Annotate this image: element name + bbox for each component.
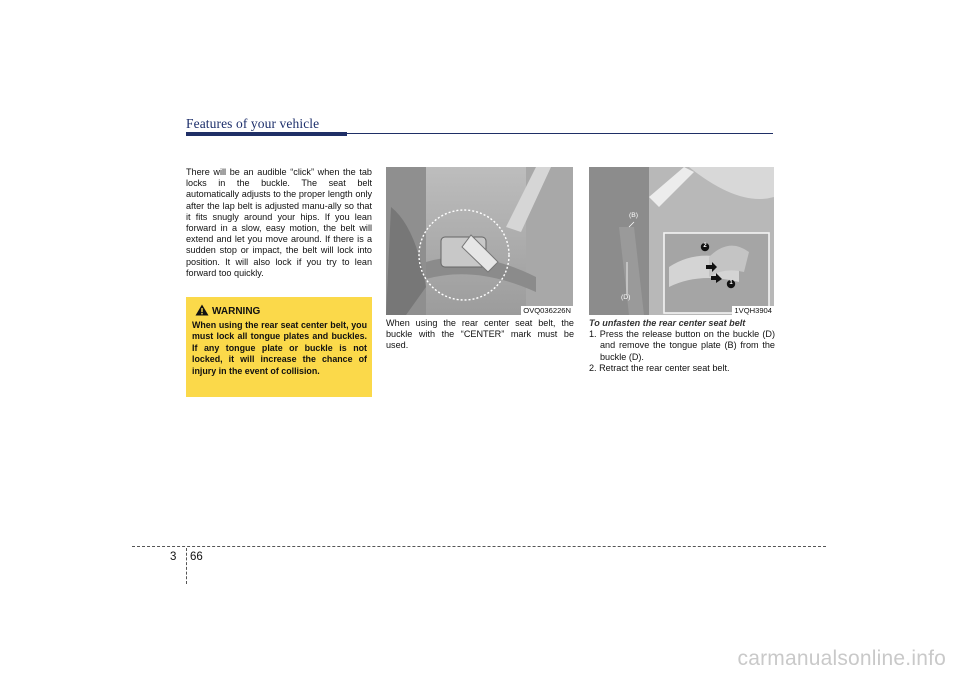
instruction-step: 2. Retract the rear center seat belt. [589,362,730,373]
instruction-step: 1. Press the release button on the buckle (D) and remove the tongue plate (B) from the buckle (D). [589,329,775,362]
header-rule [347,133,773,134]
header-accent-bar [186,132,347,136]
step-marker-1-label: 1 [729,280,733,286]
footer-rule [132,546,826,547]
page-number: 66 [190,551,203,563]
label-b: (B) [629,212,639,219]
photo-caption-code-2: 1VQH3904 [734,306,772,315]
footer-divider [186,548,187,584]
instructions-col3 [589,318,775,374]
page-header-title: Features of your vehicle [186,116,320,131]
unfasten-belt-illustration [589,167,774,315]
step-marker-2-label: 2 [703,243,707,249]
photo-caption-code: OVQ036226N [523,306,571,315]
warning-title: WARNING [212,306,261,317]
body-paragraph-col2: When using the rear center seat belt, the buckle with the “CENTER” mark must be used. [386,318,574,351]
section-subheading: To unfasten the rear center seat belt [589,318,746,328]
warning-text: When using the rear seat center belt, you must lock all tongue plates and buckles. If any tongue plate or buckle is not locked, it will increase the chance of injury in the event of collision. [192,320,367,376]
body-paragraph-col1: There will be an audible “click” when the tab locks in the buckle. The seat belt automatically adjusts to the proper length only after the lap belt is adjusted manu-ally so that it fits snugly around your hips. If you lean forward in a slow, easy motion, the belt will extend and let you move around. If there is a sudden stop or impact, the belt will lock into position. It will also lock if you try to lean forward too quickly. [186,167,372,278]
seat-buckle-photo [386,167,573,315]
seat-buckle-illustration [386,167,573,315]
watermark-text: carmanualsonline.info [737,647,946,670]
section-number: 3 [170,551,177,563]
unfasten-belt-photo [589,167,774,315]
label-d: (D) [621,294,631,301]
warning-triangle-icon [195,304,209,316]
